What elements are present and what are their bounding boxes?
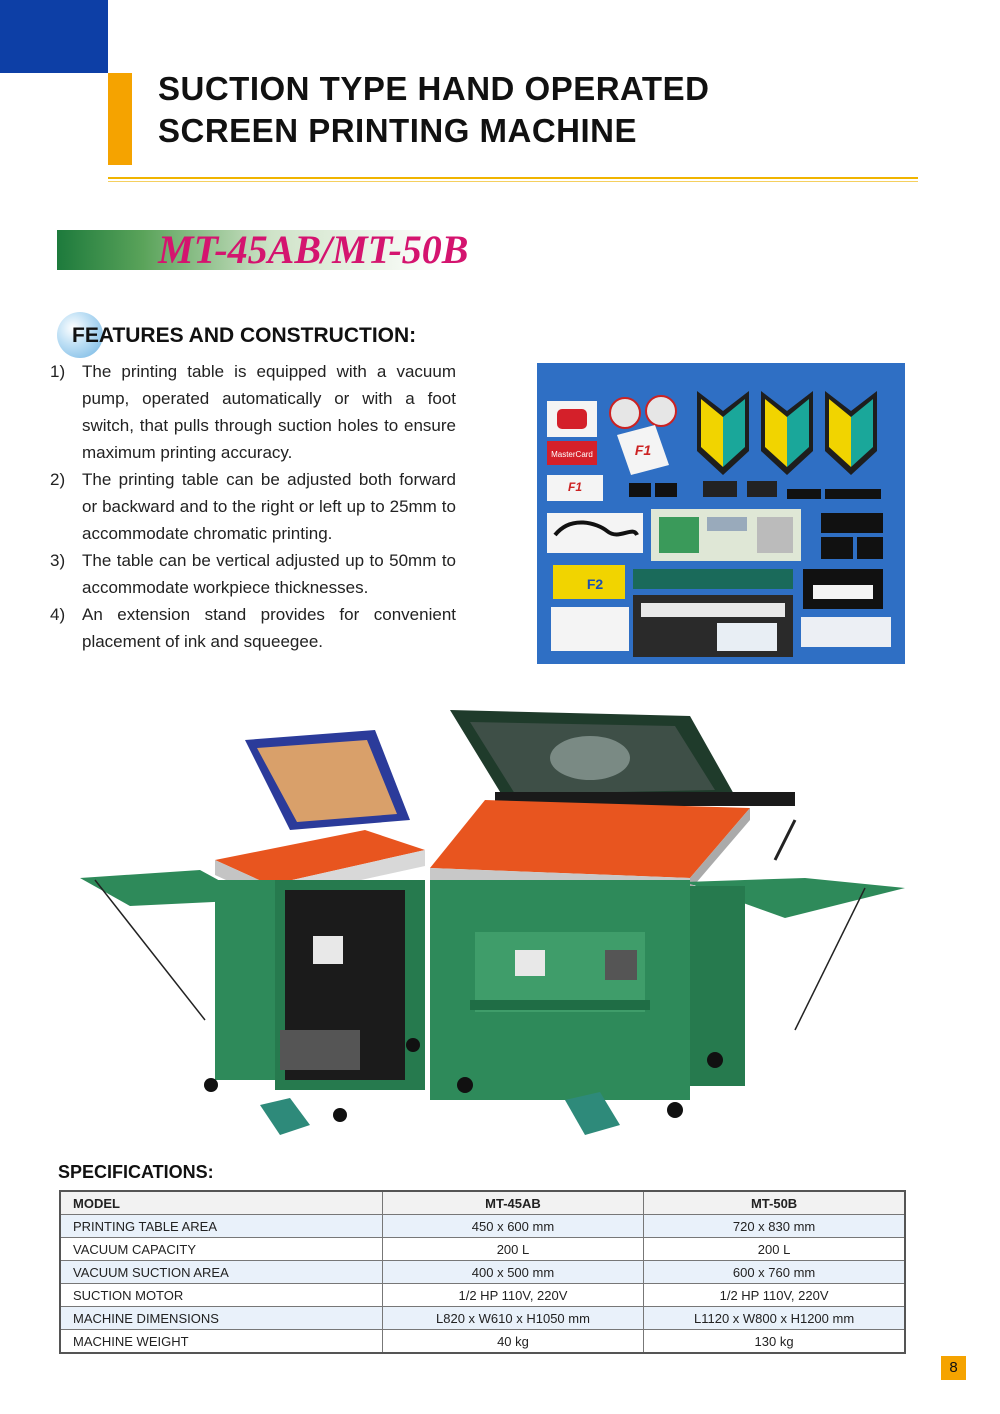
title-line-2: SCREEN PRINTING MACHINE xyxy=(158,112,638,149)
table-row xyxy=(60,1261,905,1284)
feature-number: 1) xyxy=(50,362,66,381)
table-row xyxy=(60,1330,905,1354)
corner-blue-block xyxy=(0,0,108,73)
specs-header-row xyxy=(60,1191,905,1215)
feature-text: An extension stand provides for convenient placement of ink and squeegee. xyxy=(82,605,456,651)
feature-number: 2) xyxy=(50,470,66,489)
spec-value-mt45ab: L820 x W610 x H1050 mm xyxy=(382,1307,643,1330)
table-row xyxy=(60,1238,905,1261)
title-rule-thin xyxy=(108,181,918,182)
spec-value-mt50b: 720 x 830 mm xyxy=(644,1215,905,1238)
spec-value-mt45ab: 450 x 600 mm xyxy=(382,1215,643,1238)
machine-photo xyxy=(75,700,905,1150)
spec-label: MACHINE DIMENSIONS xyxy=(60,1307,382,1330)
page-number: 8 xyxy=(941,1356,966,1380)
spec-label: VACUUM SUCTION AREA xyxy=(60,1261,382,1284)
table-row xyxy=(60,1215,905,1238)
sample-label-plate xyxy=(801,617,891,647)
spec-value-mt50b: L1120 x W800 x H1200 mm xyxy=(644,1307,905,1330)
sample-label-f2: F2 xyxy=(586,576,604,592)
feature-number: 3) xyxy=(50,551,66,570)
spec-value-mt45ab: 1/2 HP 110V, 220V xyxy=(382,1284,643,1307)
printed-samples-illustration xyxy=(537,363,905,664)
spec-value-mt50b: 1/2 HP 110V, 220V xyxy=(644,1284,905,1307)
feature-text: The table can be vertical adjusted up to 50mm to accommodate workpiece thicknesses. xyxy=(82,551,456,597)
specs-heading: SPECIFICATIONS: xyxy=(58,1162,214,1182)
page-title xyxy=(158,68,709,152)
title-accent-bar xyxy=(108,73,132,165)
sample-round-badge xyxy=(610,398,640,428)
features-heading: FEATURES AND CONSTRUCTION: xyxy=(72,324,417,347)
spec-label: PRINTING TABLE AREA xyxy=(60,1215,382,1238)
spec-label: SUCTION MOTOR xyxy=(60,1284,382,1307)
table-row xyxy=(60,1307,905,1330)
feature-item xyxy=(50,601,456,655)
column-header-mt50b: MT-50B xyxy=(644,1191,905,1215)
machine-mt45ab xyxy=(80,730,425,1135)
spec-label: MACHINE WEIGHT xyxy=(60,1330,382,1354)
column-header-mt45ab: MT-45AB xyxy=(382,1191,643,1215)
column-header-model: MODEL xyxy=(60,1191,382,1215)
sample-round-badge xyxy=(646,396,676,426)
feature-number: 4) xyxy=(50,605,66,624)
feature-item xyxy=(50,358,456,466)
machine-illustration xyxy=(75,700,905,1150)
sample-label-mastercard: MasterCard xyxy=(551,450,593,459)
features-list xyxy=(50,358,456,655)
specs-table xyxy=(59,1190,906,1354)
table-row xyxy=(60,1284,905,1307)
spec-value-mt45ab: 200 L xyxy=(382,1238,643,1261)
spec-value-mt45ab: 400 x 500 mm xyxy=(382,1261,643,1284)
feature-text: The printing table is equipped with a vacuum pump, operated automatically or with a foot switch, that pulls through suction holes to ensure maximum printing accuracy. xyxy=(82,362,456,462)
sample-label-f1-a: F1 xyxy=(634,442,652,458)
spec-value-mt50b: 600 x 760 mm xyxy=(644,1261,905,1284)
spec-value-mt50b: 130 kg xyxy=(644,1330,905,1354)
model-title: MT-45AB/MT-50B xyxy=(158,227,469,272)
sample-f1-plate xyxy=(551,607,629,651)
feature-text: The printing table can be adjusted both forward or backward and to the right or left up to 25mm to accommodate chromatic printing. xyxy=(82,470,456,543)
sample-label-f1-b: F1 xyxy=(567,480,583,494)
feature-item xyxy=(50,547,456,601)
feature-item xyxy=(50,466,456,547)
spec-value-mt50b: 200 L xyxy=(644,1238,905,1261)
spec-value-mt45ab: 40 kg xyxy=(382,1330,643,1354)
machine-mt50b xyxy=(430,710,905,1135)
title-rule xyxy=(108,177,918,179)
spec-label: VACUUM CAPACITY xyxy=(60,1238,382,1261)
title-line-1: SUCTION TYPE HAND OPERATED xyxy=(158,70,710,107)
printed-samples-photo xyxy=(537,363,905,664)
